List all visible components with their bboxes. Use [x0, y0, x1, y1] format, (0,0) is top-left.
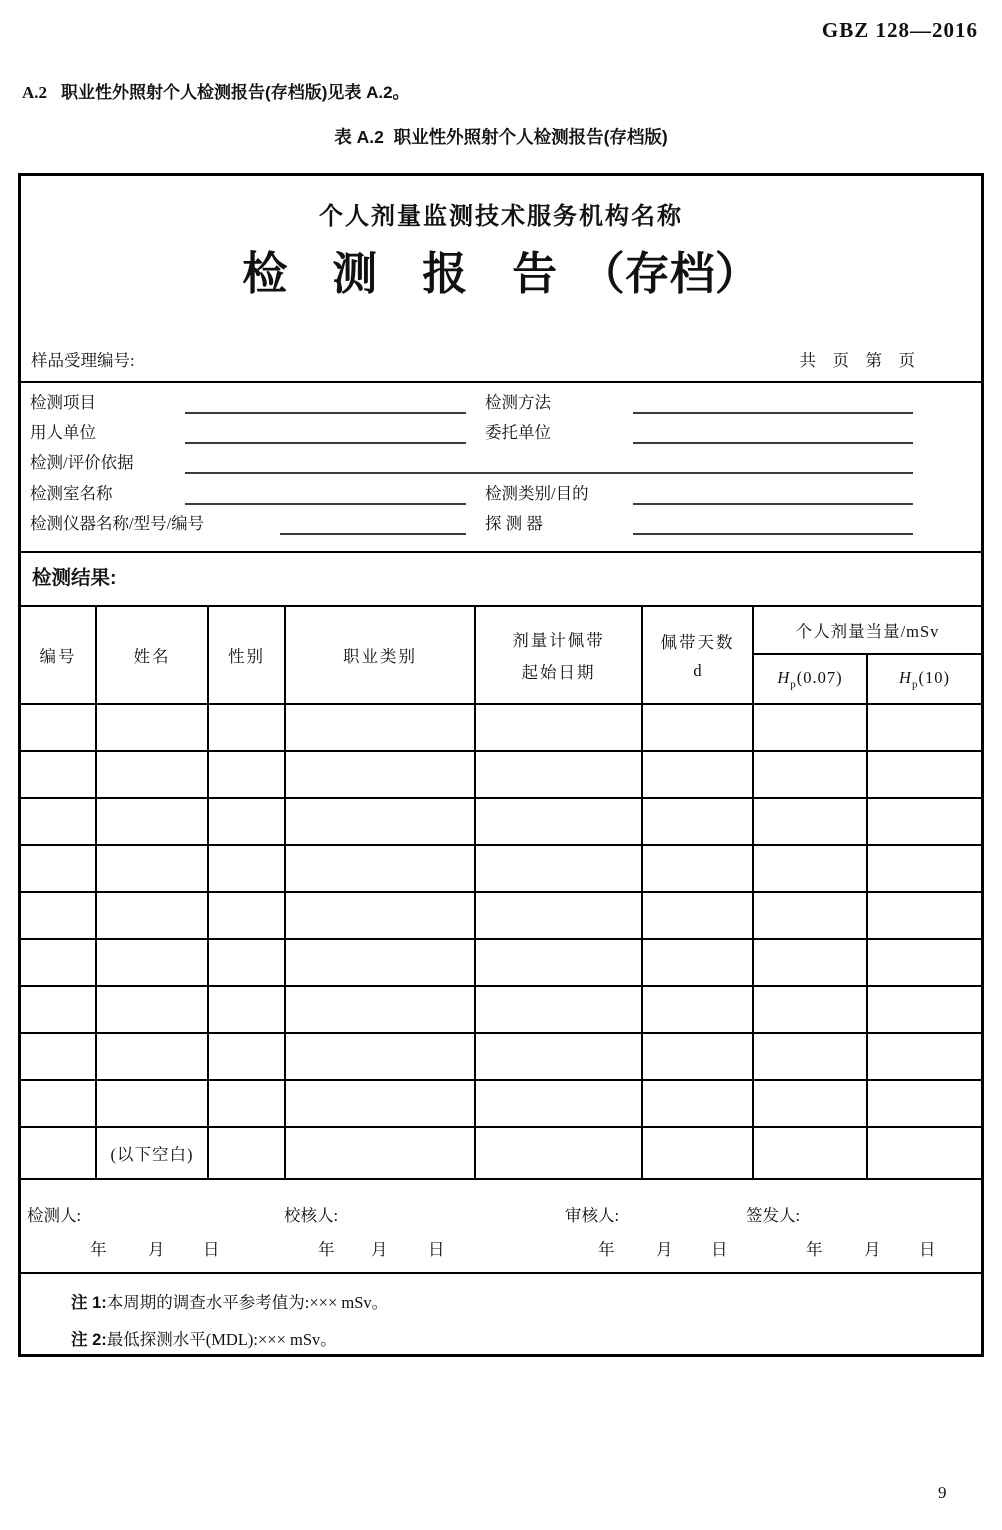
result-cell [285, 892, 475, 939]
result-cell: (以下空白) [96, 1127, 208, 1179]
result-cell [867, 1033, 981, 1080]
table-row [21, 845, 981, 892]
date-unit-month: 月 [864, 1240, 881, 1259]
signature-label-reviewer: 审核人: [565, 1206, 620, 1225]
results-table-body [21, 704, 981, 1179]
header-line: 佩带天数 [660, 633, 735, 652]
header-line: 起始日期 [521, 663, 596, 682]
result-cell [21, 1127, 96, 1179]
field-label-instrument: 检测仪器名称/型号/编号 [30, 514, 205, 533]
blank-line [633, 533, 913, 535]
results-table [21, 605, 981, 1180]
blank-line [185, 442, 466, 444]
result-cell [475, 1033, 642, 1080]
result-cell [96, 704, 208, 751]
field-label-employer: 用人单位 [30, 423, 96, 442]
sample-row [21, 347, 981, 371]
result-cell [208, 751, 285, 798]
note-1 [71, 1289, 981, 1313]
result-cell [867, 986, 981, 1033]
result-cell [285, 986, 475, 1033]
date-unit-year: 年 [806, 1240, 823, 1259]
hp-argument: (10) [918, 667, 950, 687]
result-cell [642, 704, 753, 751]
signature-label-tester: 检测人: [27, 1206, 82, 1225]
col-header-name: 姓名 [96, 606, 208, 704]
date-unit-day: 日 [203, 1240, 220, 1259]
result-cell [285, 939, 475, 986]
table-row [21, 1127, 981, 1179]
result-cell [285, 751, 475, 798]
result-cell [867, 704, 981, 751]
blank-line [185, 503, 466, 505]
result-cell [475, 704, 642, 751]
field-row [21, 449, 981, 479]
result-cell [96, 798, 208, 845]
result-cell [642, 751, 753, 798]
fields-section [21, 383, 981, 553]
result-cell [753, 1080, 867, 1127]
result-cell [285, 798, 475, 845]
result-cell [753, 798, 867, 845]
result-cell [208, 1033, 285, 1080]
result-cell [96, 939, 208, 986]
hp-subscript: p [790, 678, 797, 691]
result-cell [753, 845, 867, 892]
result-cell [475, 986, 642, 1033]
result-cell [96, 1080, 208, 1127]
header-line: 剂量计佩带 [512, 631, 605, 650]
standard-code: GBZ 128—2016 [821, 18, 978, 42]
note-1-text: 本周期的调查水平参考值为:××× mSv。 [106, 1293, 389, 1312]
col-header-hp007 [753, 654, 867, 704]
result-cell [285, 1127, 475, 1179]
date-unit-month: 月 [148, 1240, 165, 1259]
hp-subscript: p [911, 678, 919, 691]
result-cell [475, 845, 642, 892]
result-cell [475, 1127, 642, 1179]
result-cell [285, 1033, 475, 1080]
header-line: d [693, 661, 702, 680]
result-cell [753, 939, 867, 986]
field-label-test-item: 检测项目 [30, 393, 96, 412]
table-row [21, 798, 981, 845]
clause-number: A.2 [22, 83, 48, 102]
result-cell [21, 892, 96, 939]
result-cell [208, 845, 285, 892]
result-cell [867, 1127, 981, 1179]
sample-number-label: 样品受理编号: [31, 351, 135, 370]
table-row [21, 986, 981, 1033]
result-cell [96, 892, 208, 939]
result-cell [21, 986, 96, 1033]
signature-label-checker: 校核人: [284, 1206, 339, 1225]
date-unit-day: 日 [428, 1240, 445, 1259]
field-row [21, 480, 981, 510]
organization-title: 个人剂量监测技术服务机构名称 [319, 203, 683, 230]
result-cell [208, 1127, 285, 1179]
field-row [21, 419, 981, 449]
results-section-label: 检测结果: [32, 567, 117, 589]
report-form [18, 173, 984, 1357]
blank-line [185, 472, 913, 474]
date-unit-month: 月 [656, 1240, 673, 1259]
field-label-test-method: 检测方法 [485, 393, 551, 412]
col-header-occupation: 职业类别 [285, 606, 475, 704]
result-cell [867, 892, 981, 939]
col-header-hp10 [867, 654, 981, 704]
field-label-lab-name: 检测室名称 [30, 484, 113, 503]
result-cell [867, 751, 981, 798]
table-row [21, 892, 981, 939]
result-cell [642, 892, 753, 939]
result-cell [285, 1080, 475, 1127]
result-cell [96, 845, 208, 892]
result-cell [753, 1033, 867, 1080]
result-cell [96, 986, 208, 1033]
date-unit-year: 年 [318, 1240, 335, 1259]
hp-argument: (0.07) [796, 667, 843, 687]
result-cell [285, 704, 475, 751]
table-row [21, 1033, 981, 1080]
note-1-label: 注 1: [71, 1294, 107, 1312]
result-cell [21, 845, 96, 892]
result-cell [642, 1127, 753, 1179]
intro-text: 职业性外照射个人检测报告(存档版)见表 A.2。 [61, 83, 410, 102]
field-row [21, 510, 981, 540]
blank-line [633, 412, 913, 414]
result-cell [285, 845, 475, 892]
hp-symbol: H [899, 667, 912, 687]
result-cell [21, 798, 96, 845]
table-row [21, 939, 981, 986]
note-2 [71, 1326, 981, 1350]
table-row [21, 751, 981, 798]
date-unit-month: 月 [371, 1240, 388, 1259]
col-header-wear-days [642, 606, 753, 704]
result-cell [753, 1127, 867, 1179]
results-table-header [21, 606, 981, 704]
note-2-label: 注 2: [71, 1331, 107, 1349]
result-cell [21, 1080, 96, 1127]
blank-line [633, 503, 913, 505]
result-cell [867, 1080, 981, 1127]
result-cell [208, 939, 285, 986]
result-cell [753, 751, 867, 798]
result-cell [867, 798, 981, 845]
result-cell [21, 704, 96, 751]
result-cell [21, 751, 96, 798]
result-cell [208, 892, 285, 939]
date-unit-day: 日 [919, 1240, 936, 1259]
result-cell [642, 845, 753, 892]
report-title: 检 测 报 告 （存档） [242, 248, 760, 299]
field-label-test-category: 检测类别/目的 [485, 484, 589, 503]
result-cell [21, 1033, 96, 1080]
field-label-detector: 探 测 器 [485, 514, 543, 533]
result-cell [21, 939, 96, 986]
col-header-number: 编号 [21, 606, 96, 704]
result-cell [642, 986, 753, 1033]
date-unit-day: 日 [711, 1240, 728, 1259]
result-cell [208, 986, 285, 1033]
result-cell [475, 939, 642, 986]
result-cell [96, 751, 208, 798]
field-label-evaluation-basis: 检测/评价依据 [30, 453, 134, 472]
signature-section [21, 1180, 981, 1274]
col-header-wear-start-date [475, 606, 642, 704]
result-cell [208, 704, 285, 751]
field-row [21, 389, 981, 419]
note-2-text: 最低探测水平(MDL):××× mSv。 [106, 1330, 337, 1349]
field-label-client: 委托单位 [485, 423, 551, 442]
result-cell [642, 1033, 753, 1080]
notes-section [21, 1274, 981, 1350]
result-cell [753, 704, 867, 751]
date-unit-year: 年 [90, 1240, 107, 1259]
result-cell [867, 939, 981, 986]
result-cell [475, 892, 642, 939]
result-cell [867, 845, 981, 892]
result-cell [753, 986, 867, 1033]
blank-line [280, 533, 466, 535]
result-cell [208, 1080, 285, 1127]
table-row [21, 704, 981, 751]
result-cell [642, 1080, 753, 1127]
result-cell [96, 1033, 208, 1080]
result-cell [475, 1080, 642, 1127]
page-number: 9 [938, 1483, 947, 1502]
hp-symbol: H [777, 667, 791, 687]
intro-paragraph [22, 78, 410, 103]
result-cell [475, 798, 642, 845]
result-cell [208, 798, 285, 845]
col-header-dose-group: 个人剂量当量/mSv [753, 606, 981, 654]
result-cell [753, 892, 867, 939]
title-section [21, 176, 981, 383]
table-caption: 表 A.2 职业性外照射个人检测报告(存档版) [334, 127, 668, 147]
signature-label-issuer: 签发人: [746, 1206, 801, 1225]
col-header-gender: 性别 [208, 606, 285, 704]
blank-line [633, 442, 913, 444]
result-cell [475, 751, 642, 798]
pagination-label: 共 页 第 页 [799, 351, 915, 370]
result-cell [642, 939, 753, 986]
blank-line [185, 412, 466, 414]
result-cell [642, 798, 753, 845]
table-row [21, 1080, 981, 1127]
date-unit-year: 年 [598, 1240, 615, 1259]
